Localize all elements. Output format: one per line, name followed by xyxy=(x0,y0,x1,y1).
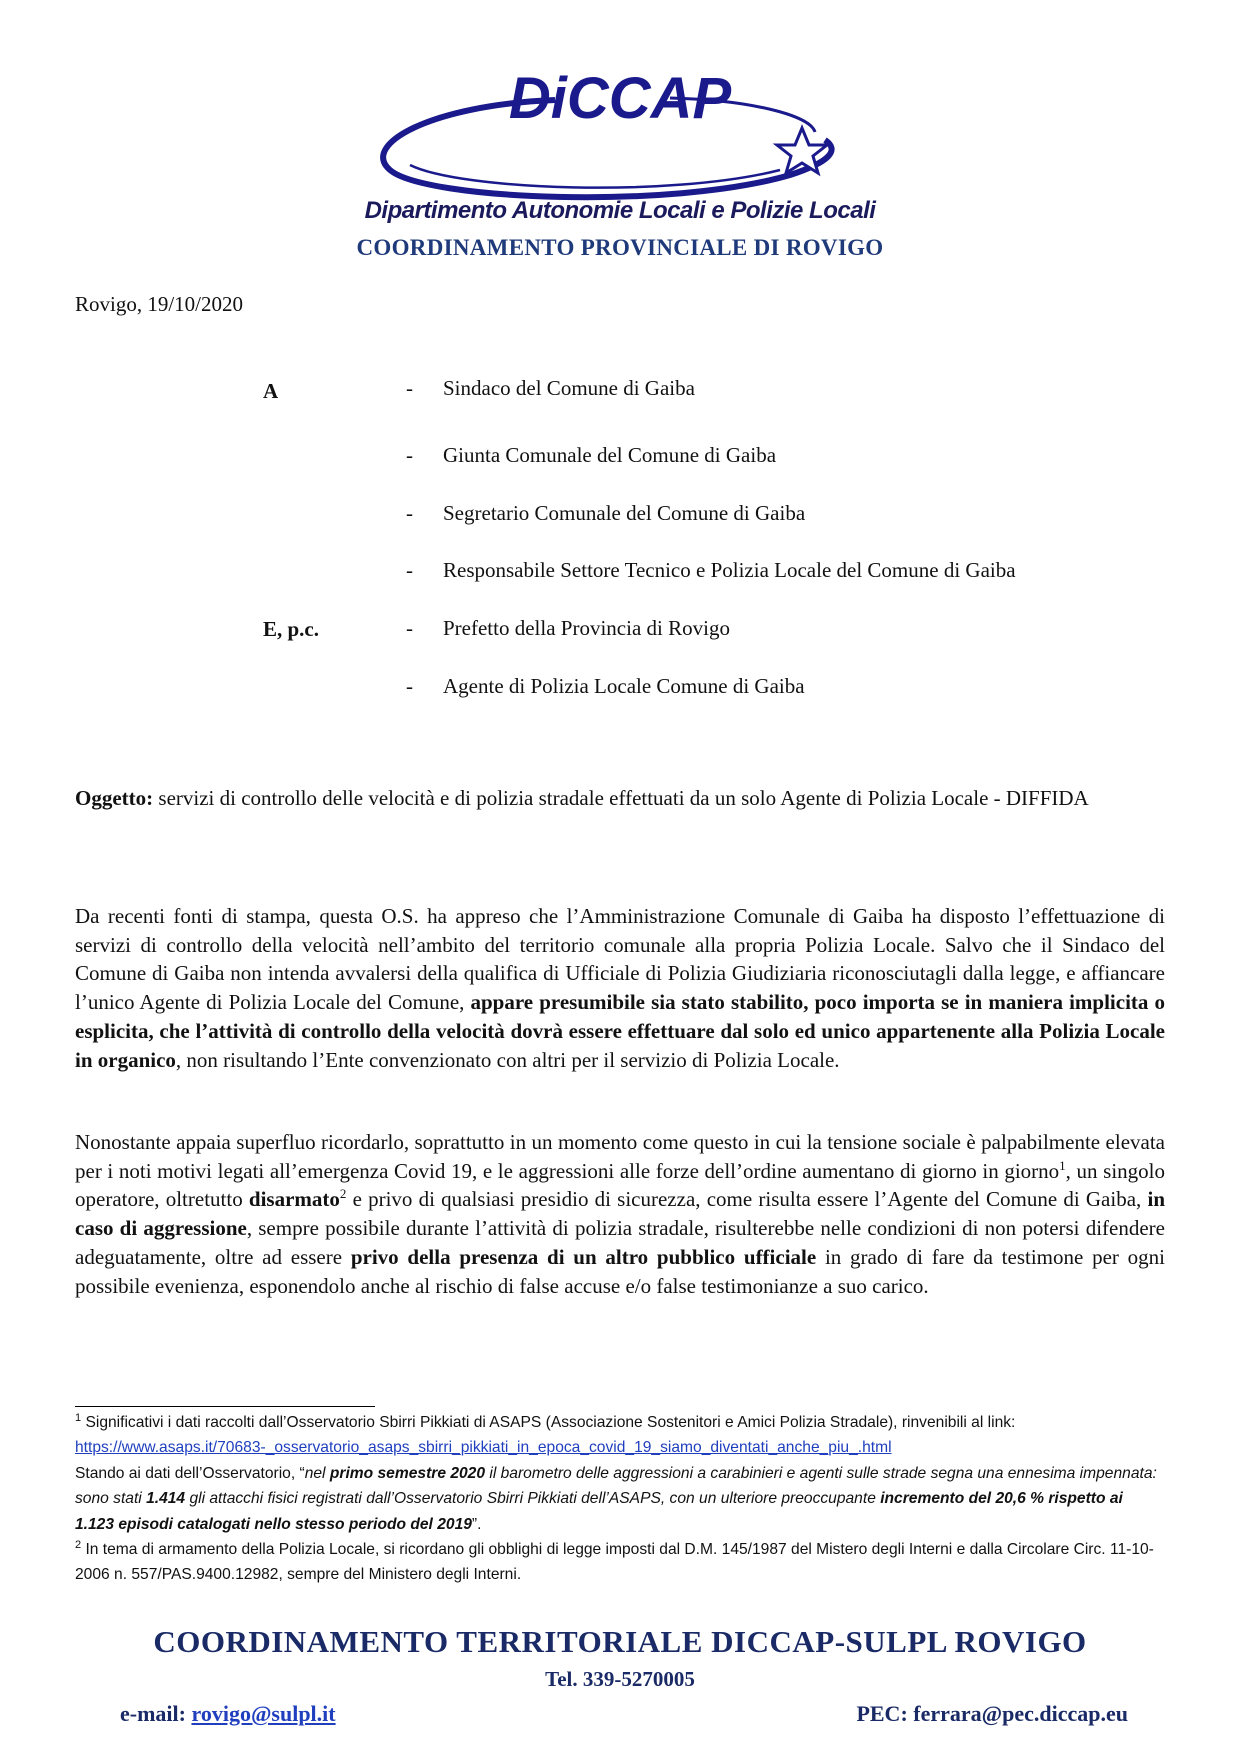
footnote-1 xyxy=(75,1410,1165,1537)
bold-text-run: appare presumibile sia stato stabilito, poco importa se in maniera implicita o esplicita, che l’attività di controllo della velocità dovrà essere effettuare dal solo ed unico appartenente alla Polizia Locale in organico xyxy=(75,990,1165,1072)
cc-label: E, p.c. xyxy=(263,617,320,641)
email-link[interactable]: rovigo@sulpl.it xyxy=(191,1701,336,1726)
asaps-link[interactable]: https://www.asaps.it/70683-_osservatorio_asaps_sbirri_pikkiati_in_epoca_covid_19_siamo_diventati_anche_piu_.html xyxy=(75,1439,892,1457)
recipient-item: Sindaco del Comune di Gaiba xyxy=(443,376,695,400)
recipient-dash: - xyxy=(406,501,413,525)
recipient-item: Segretario Comunale del Comune di Gaiba xyxy=(443,501,806,525)
text-run: Stando ai dati dell’Osservatorio, “ xyxy=(75,1464,305,1482)
text-run: in grado di fare da testimone per ogni possibile evenienza, esponendolo anche al rischio di false accuse e/o false testimonianze a suo carico. xyxy=(75,1244,1165,1298)
text-run: ”. xyxy=(471,1515,482,1533)
bold-text-run: privo della presenza di un altro pubblico ufficiale xyxy=(350,1244,817,1269)
footnote-number: 1 xyxy=(75,1411,82,1424)
subject-line xyxy=(75,784,1165,813)
footnote-2 xyxy=(75,1537,1165,1588)
department-name: Dipartimento Autonomie Locali e Polizie Locali xyxy=(364,197,876,224)
footer-title: COORDINAMENTO TERRITORIALE DICCAP-SULPL ROVIGO xyxy=(153,1624,1087,1659)
text-run: Significativi i dati raccolti dall’Osservatorio Sbirri Pikkiati di ASAPS (Associazione Sostenitori e Amici Polizia Stradale), rinvenibili al link: xyxy=(81,1414,1016,1431)
italic-text-run: gli attacchi fisici registrati dall’Osservatorio Sbirri Pikkiati dell’ASAPS, con un ulteriore preoccupante xyxy=(185,1490,881,1508)
recipient-dash: - xyxy=(406,443,413,467)
bold-text-run: disarmato xyxy=(248,1187,340,1212)
footnote-ref[interactable]: 1 xyxy=(1059,1157,1066,1173)
text-run: e privo di qualsiasi presidio di sicurezza, come risulta essere l’Agente del Comune di Gaiba, xyxy=(346,1187,1148,1212)
logo-text: DiCCAP xyxy=(508,70,732,131)
footnote-number: 2 xyxy=(75,1538,82,1551)
text-run: , non risultando l’Ente convenzionato con altri per il servizio di Polizia Locale. xyxy=(175,1047,840,1072)
footnotes xyxy=(75,1410,1165,1588)
letter-date: Rovigo, 19/10/2020 xyxy=(75,292,244,316)
recipient-item: Agente di Polizia Locale Comune di Gaiba xyxy=(443,674,805,698)
recipient-dash: - xyxy=(406,376,413,400)
bold-italic-text-run: primo semestre 2020 xyxy=(329,1464,486,1482)
footnote-ref[interactable]: 2 xyxy=(339,1186,347,1202)
text-run: , sempre possibile durante l’attività di polizia stradale, risulterebbe nelle condizioni di non potersi difendere adeguatamente, oltre ad essere xyxy=(75,1216,1165,1269)
recipient-item: Prefetto della Provincia di Rovigo xyxy=(443,616,730,640)
recipient-item: Responsabile Settore Tecnico e Polizia Locale del Comune di Gaiba xyxy=(443,558,1016,582)
body-paragraph-2 xyxy=(75,1128,1165,1300)
footnote-divider xyxy=(75,1406,375,1407)
footer-telephone: Tel. 339-5270005 xyxy=(545,1667,695,1691)
bold-text-run: in caso di aggressione xyxy=(75,1187,1165,1241)
recipient-dash: - xyxy=(406,674,413,698)
text-run: , un singolo operatore, oltretutto xyxy=(75,1158,1165,1212)
text-run: Nonostante appaia superfluo ricordarlo, soprattutto in un momento come questo in cui la tensione sociale è palpabilmente elevata per i noti motivi legati all’emergenza Covid 19, e le aggressioni alle forze dell’ordine aumentano di giorno in giorno xyxy=(75,1130,1165,1183)
subject-text: servizi di controllo delle velocità e di polizia stradale effettuati da un solo Agente di Polizia Locale - DIFFIDA xyxy=(153,786,1089,810)
bold-italic-text-run: 1.414 xyxy=(146,1490,186,1508)
text-run: In tema di armamento della Polizia Locale, si ricordano gli obblighi di legge imposti dal D.M. 145/1987 del Mistero degli Interni e dalla Circolare Circ. 11-10-2006 n. 557/PAS.9400.12982, sempre del Ministero degli Interni. xyxy=(75,1541,1154,1584)
subject-label: Oggetto: xyxy=(75,786,154,810)
italic-text-run: nel xyxy=(304,1464,330,1482)
star-icon xyxy=(777,128,827,173)
to-label: A xyxy=(263,379,279,403)
recipient-dash: - xyxy=(406,558,413,582)
recipient-dash: - xyxy=(406,616,413,640)
italic-text-run: il barometro delle aggressioni a carabinieri e agenti sulle strade segna una ennesima impennata: sono stati xyxy=(75,1464,1157,1508)
recipient-item: Giunta Comunale del Comune di Gaiba xyxy=(443,443,777,467)
body-paragraph-1 xyxy=(75,902,1165,1074)
footer-pec: PEC: ferrara@pec.diccap.eu xyxy=(856,1701,1128,1726)
text-run: Da recenti fonti di stampa, questa O.S. ha appreso che l’Amministrazione Comunale di Gaiba ha disposto l’effettuazione di servizi di controllo della velocità nell’ambito del territorio comunale alla propria Polizia Locale. Salvo che il Sindaco del Comune di Gaiba non intenda avvalersi della qualifica di Ufficiale di Polizia Giudiziaria riconosciutagli dalla legge, e affiancare l’unico Agente di Polizia Locale del Comune, xyxy=(75,904,1165,1015)
bold-italic-text-run: incremento del 20,6 % rispetto ai 1.123 episodi catalogati nello stesso periodo del 2019 xyxy=(75,1490,1123,1533)
coordination-title: COORDINAMENTO PROVINCIALE DI ROVIGO xyxy=(356,235,884,260)
email-label: e-mail: xyxy=(120,1701,192,1726)
footer-email xyxy=(120,1701,336,1727)
